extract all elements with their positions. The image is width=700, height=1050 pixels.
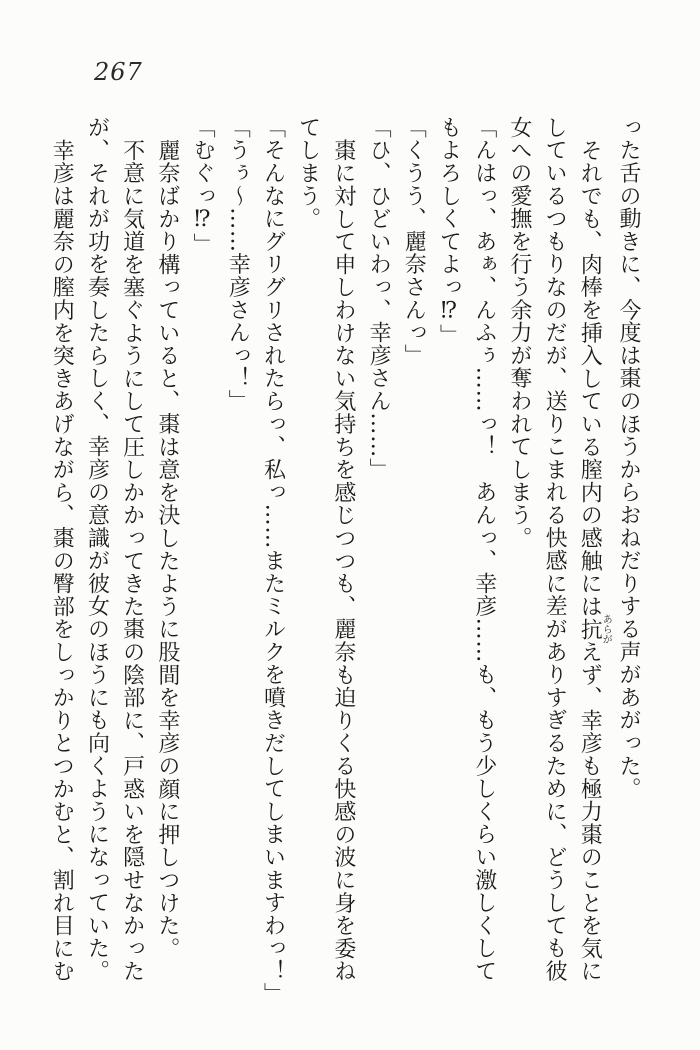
text-line: 「くうう、麗奈さんっ」 xyxy=(401,116,427,367)
page-number: 267 xyxy=(94,58,143,86)
text-line: 幸彦は麗奈の膣内を突きあげながら、棗の臀部をしっかりとつかむと、割れ目にむ xyxy=(49,139,75,983)
text-line: てしまう。 xyxy=(295,116,321,230)
text-line: 「んはっ、あぁ、んふぅ……っ！ あんっ、幸彦……も、もう少しくらい激しくして xyxy=(471,116,497,983)
text-line: った舌の動きに、今度は棗のほうからおねだりする声があがった。 xyxy=(616,116,641,800)
text-line: 「ひ、ひどいわっ、幸彦さん……」 xyxy=(366,116,392,481)
page-text xyxy=(46,116,646,1006)
text-line: が、それが功を奏したらしく、幸彦の意識が彼女のほうにも向くようになっていた。 xyxy=(84,116,110,983)
text-line: しているつもりなのだが、送りこまれる快感に差がありすぎるために、どうしても彼 xyxy=(542,116,568,983)
text-line: それでも、肉棒を挿入している膣内の感触には抗あらがえず、幸彦も極力棗のことを気に xyxy=(577,139,612,983)
text-line: もよろしくてよっ⁉」 xyxy=(436,116,462,347)
text-line: 棗に対して申しわけない気持ちを感じつつも、麗奈も迫りくる快感の波に身を委ね xyxy=(330,139,356,983)
text-line: 「むぐっ⁉」 xyxy=(190,116,216,256)
text-line: 「うぅ〜……幸彦さんっ！」 xyxy=(225,116,251,413)
text-line: 「そんなにグリグリされたらっ、私っ……またミルクを噴きだしてしまいますわっ！」 xyxy=(260,116,286,1006)
ruby-annotation: 抗あらが xyxy=(577,614,612,645)
text-line: 不意に気道を塞ぐようにして圧しかかってきた棗の陰部に、戸惑いを隠せなかった xyxy=(119,139,145,983)
text-line: 麗奈ばかり構っていると、棗は意を決したように股間を幸彦の顔に押しつけた。 xyxy=(154,139,180,960)
text-line: 女への愛撫を行う余力が奪われてしまう。 xyxy=(506,116,532,550)
